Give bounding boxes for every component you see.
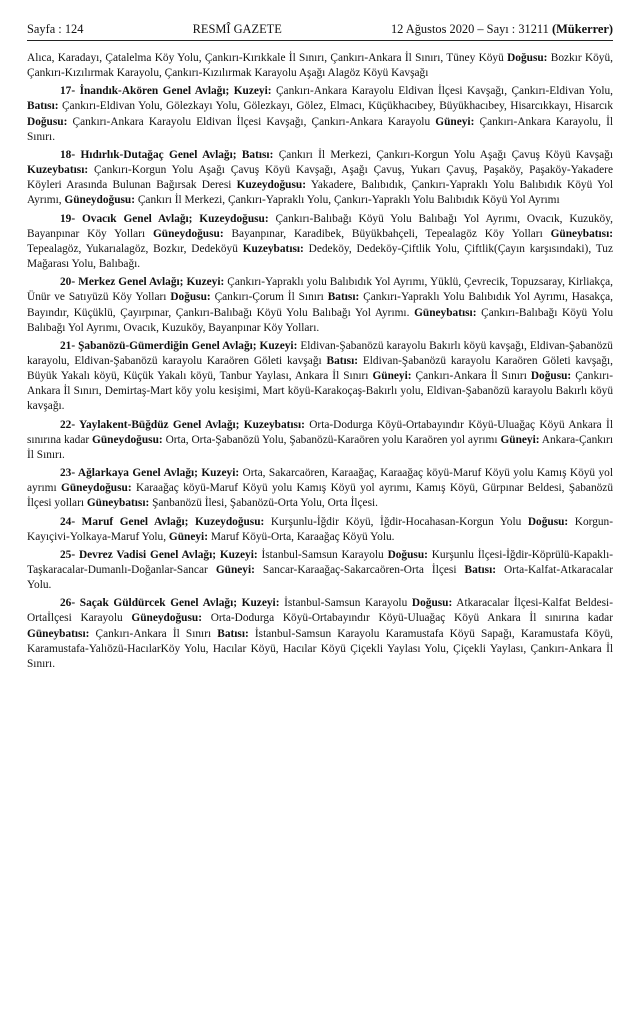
bold-term: Güneydoğusu: <box>152 227 224 240</box>
bold-term: Güneydoğusu: <box>64 194 136 207</box>
issue-info <box>391 22 613 37</box>
paragraph <box>27 51 613 81</box>
bold-term: Doğusu: <box>387 548 428 561</box>
text-segment: Atkaracalar İlçesi-Kalfat Beldesi-Ortaİlçesi Karayolu <box>27 597 613 625</box>
text-segment: Orta-Kalfat-Atkaracalar Yolu. <box>27 564 613 592</box>
text-segment: Korgun-Kayıçivi-Yolkaya-Maruf Yolu, <box>27 515 613 543</box>
edition-label: (Mükerrer) <box>551 22 613 36</box>
bold-term: 25- Devrez Vadisi Genel Avlağı; Kuzeyi: <box>60 548 258 561</box>
bold-term: Güneybatısı: <box>550 227 614 240</box>
text-segment: İstanbul-Samsun Karayolu Karamustafa Köyü Sapağı, Karamustafa Köyü, Karamustafa-Yalıözü-HacılarKöy Yolu, Hacılar Köyü, Hacılar Köyü Çiçekli Yaylası Yolu, Çiçekli Yaylası, Çankırı-Ankara İl Sınırı. <box>27 627 613 670</box>
bold-term: 24- Maruf Genel Avlağı; Kuzeydoğusu: <box>60 515 265 528</box>
text-segment: Çankırı-Ankara İl Sınırı <box>89 627 218 640</box>
text-segment: Maruf Köyü-Orta, Karaağaç Köyü Yolu. <box>207 530 395 543</box>
gazette-page <box>27 22 613 675</box>
bold-term: Batısı: <box>27 100 59 113</box>
text-segment: Çankırı-Korgun Yolu Aşağı Çavuş Köyü Kavşağı, Aşağı Çavuş, Yukarı Çavuş, Paşaköy, Paşaköy-Yakadere Köyleri Arasında Bulunan Bağırsak Deresi <box>27 164 613 192</box>
bold-term: Doğusu: <box>27 115 68 128</box>
bold-term: Doğusu: <box>527 515 569 528</box>
text-segment: Kurşunlu-İğdir Köyü, İğdir-Hocahasan-Korgun Yolu <box>264 515 528 528</box>
bold-term: Batısı: <box>327 291 360 304</box>
paragraph <box>27 548 613 593</box>
text-segment: Dedeköy, Dedeköy-Çiftlik Yolu, Çiftlik(Çayın karşısındaki), Tuz Mağarası Yolu, Balıbağı. <box>27 242 613 271</box>
paragraph <box>27 212 613 273</box>
text-segment: Eldivan-Şabanözü karayolu Bakırlı köyü kavşağı, Eldivan-Şabanözü karayolu, Eldivan-Şabanözü karayolu Karaören Göleti kavşağı <box>27 339 613 367</box>
bold-term: Kuzeybatısı: <box>242 242 304 255</box>
bold-term: Güneydoğusu: <box>61 482 132 495</box>
issue-date: 12 Ağustos 2020 – Sayı : 31211 <box>390 22 549 36</box>
text-segment: Çankırı-Eldivan Yolu, Gölezkayı Yolu, Gölezkayı, Gölez, Elmacı, Küçükhacıbey, Büyükhacıbey, Hisarcıkkayı, Hisarcık <box>58 100 613 113</box>
bold-term: Güneydoğusu: <box>92 433 163 446</box>
paragraph <box>27 418 613 463</box>
bold-term: Güneybatısı: <box>27 627 90 640</box>
bold-term: Batısı: <box>326 354 359 367</box>
bold-term: Doğusu: <box>507 52 548 64</box>
bold-term: Doğusu: <box>411 597 453 610</box>
bold-term: Güneyi: <box>435 115 475 128</box>
text-segment: Çankırı İl Merkezi, Çankırı-Yapraklı Yolu, Çankırı-Yapraklı Yolu Balıbıdık Köyü Yol Ayrımı <box>135 194 560 207</box>
paragraph <box>27 275 613 336</box>
text-segment: Orta, Sakarcaören, Karaağaç, Karaağaç köyü-Maruf Köyü yolu Kamış Köyü yol ayrımı <box>27 467 613 495</box>
bold-term: 26- Saçak Güldürcek Genel Avlağı; Kuzeyi: <box>60 597 280 610</box>
text-segment: Çankırı-Çorum İl Sınırı <box>210 291 328 304</box>
bold-term: 18- Hıdırlık-Dutağaç Genel Avlağı; Batısı: <box>60 148 274 161</box>
gazette-name: RESMÎ GAZETE <box>192 22 282 36</box>
text-segment: Ankara-Çankırı İl Sınırı. <box>27 433 613 461</box>
bold-term: Güneyi: <box>168 530 208 543</box>
paragraph <box>27 466 613 511</box>
text-segment: Kurşunlu İlçesi-İğdir-Köprülü-Kapaklı-Taşkaracalar-Dumanlı-Doğanlar-Sancar <box>27 548 613 576</box>
page-number: Sayfa : 124 <box>27 22 84 36</box>
text-segment: Tepealagöz, Yukarıalagöz, Bozkır, Dedeköyü <box>27 242 243 255</box>
bold-term: Güneybatısı: <box>86 497 150 510</box>
text-segment: Sancar-Karaağaç-Sakarcaören-Orta İlçesi <box>254 564 465 576</box>
text-segment: Bayanpınar, Karadibek, Büyükbahçeli, Tepealagöz Köy Yolları <box>223 227 551 240</box>
bold-term: Doğusu: <box>170 291 211 304</box>
bold-term: Batısı: <box>217 627 249 640</box>
bold-term: 20- Merkez Genel Avlağı; Kuzeyi: <box>60 276 225 289</box>
text-segment: Çankırı İl Merkezi, Çankırı-Korgun Yolu Aşağı Çavuş Köyü Kavşağı <box>273 148 613 161</box>
text-segment: İstanbul-Samsun Karayolu <box>257 548 388 561</box>
bold-term: Kuzeydoğusu: <box>236 179 306 192</box>
paragraph <box>27 148 613 209</box>
text-segment: Yakadere, Balıbıdık, Çankırı-Yapraklı Yolu Balıbıdık Köyü Yol Ayrımı, <box>27 179 613 207</box>
text-segment: Orta, Orta-Şabanözü Yolu, Şabanözü-Karaören yolu Karaören yol ayrımı <box>162 433 501 446</box>
paragraph <box>27 596 613 672</box>
text-segment: Çankırı-Ankara İl Sınırı <box>411 370 531 383</box>
text-segment: Çankırı-Yapraklı Yolu Balıbıdık Yol Ayrımı, Hasakça, Bayındır, Küçüklü, Çayırpınar, Çankırı-Balıbağı Köyü Yolu Balıbağı Yol Ayrımı. <box>27 291 613 319</box>
document-body <box>27 51 613 672</box>
bold-term: Doğusu: <box>530 370 572 383</box>
text-segment: Şanbanözü İlesi, Şabanözü-Orta Yolu, Orta İlçesi. <box>149 497 378 510</box>
bold-term: Güneyi: <box>372 370 412 383</box>
text-segment: Karaağaç köyü-Maruf Köyü yolu Kamış Köyü yol ayrımı, Kamış Köyü, Gürpınar Beldesi, Şabanözü İlçesi yolları <box>27 482 613 510</box>
text-segment: Orta-Dodurga Köyü-Ortabayındır Köyü-Uluağaç Köyü Ankara İl sınırına kadar <box>202 612 613 625</box>
paragraph <box>27 515 613 545</box>
text-segment: Bozkır Köyü, Çankırı-Kızılırmak Karayolu, Çankırı-Kızılırmak Karayolu Aşağı Alagöz Köyü Kavşağı <box>27 52 613 80</box>
text-segment: Alıca, Karadayı, Çatalelma Köy Yolu, Çankırı-Kırıkkale İl Sınırı, Çankırı-Ankara İl Sınırı, Tüney Köyü <box>27 52 508 64</box>
bold-term: Batısı: <box>464 564 497 576</box>
text-segment: Orta-Dodurga Köyü-Ortabayındır Köyü-Uluağaç Köyü Ankara İl sınırına kadar <box>27 418 613 446</box>
bold-term: Güneydoğusu: <box>131 612 202 625</box>
bold-term: Güneyi: <box>500 433 540 446</box>
text-segment: Çankırı-Balıbağı Köyü Yolu Balıbağı Yol Ayrımı, Ovacık, Kuzuköy, Bayanpınar Köy Yolları <box>27 212 614 240</box>
bold-term: 21- Şabanözü-Gümerdiğin Genel Avlağı; Kuzeyi: <box>60 339 298 352</box>
text-segment: Çankırı-Ankara Karayolu, İl Sınırı. <box>27 115 613 143</box>
bold-term: 19- Ovacık Genel Avlağı; Kuzeydoğusu: <box>60 212 269 225</box>
text-segment: Eldivan-Şabanözü karayolu Karaören Göleti kavşağı, Büyük Yakalı köyü, Küçük Yakalı köyü, Tanbur Yaylası, Ankara İl Sınırı <box>27 354 613 383</box>
text-segment: Çankırı-Balıbağı Köyü Yolu Balıbağı Yol Ayrımı, Ovacık, Kuzuköy, Bayanpınar Köy Yolları. <box>27 306 613 334</box>
bold-term: Kuzeybatısı: <box>27 164 89 177</box>
paragraph <box>27 84 613 145</box>
bold-term: 23- Ağlarkaya Genel Avlağı; Kuzeyi: <box>60 467 240 480</box>
text-segment: Çankırı-Ankara Karayolu Eldivan İlçesi Kavşağı, Çankırı-Ankara Karayolu <box>67 115 436 128</box>
text-segment: Çankırı-Ankara İl Sınırı, Demirtaş-Mart köy yolu kesişimi, Mart köyü-Karakoçaş-Bakırlı yolu, Eldivan-Şabanözü karayolu Bakırlı köyü kavşağı. <box>27 370 614 413</box>
text-segment: Çankırı-Ankara Karayolu Eldivan İlçesi Kavşağı, Çankırı-Eldivan Yolu, <box>271 85 613 98</box>
paragraph <box>27 339 613 415</box>
text-segment: İstanbul-Samsun Karayolu <box>279 597 412 610</box>
text-segment: Çankırı-Yapraklı yolu Balıbıdık Yol Ayrımı, Yüklü, Çevrecik, Topuzsaray, Kirliakça, Ünür ve Satıyüzü Köy Yolları <box>27 276 613 304</box>
page-header <box>27 22 613 41</box>
bold-term: 17- İnandık-Akören Genel Avlağı; Kuzeyi: <box>60 85 272 98</box>
bold-term: 22- Yaylakent-Büğdüz Genel Avlağı; Kuzeybatısı: <box>60 418 305 431</box>
bold-term: Güneybatısı: <box>414 306 477 319</box>
bold-term: Güneyi: <box>215 564 255 576</box>
